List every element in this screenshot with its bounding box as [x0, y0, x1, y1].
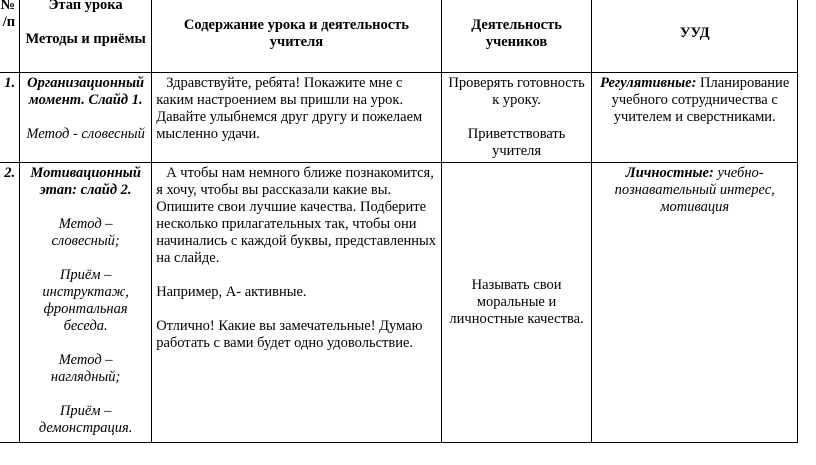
header-stage-cell — [20, 0, 152, 73]
method-text: Приём – инструктаж, фронтальная беседа. — [42, 267, 129, 334]
header-stage-sub: Методы и приёмы — [25, 31, 146, 47]
students-cell — [441, 163, 592, 443]
table-row — [0, 73, 798, 163]
stage-title: Организационный момент. Слайд 1. — [27, 75, 145, 108]
uud-label: Регулятивные: — [600, 75, 697, 91]
students-text: Называть свои моральные и личностные качества. — [449, 277, 584, 327]
method-text: Метод - словесный — [26, 126, 145, 142]
table-header-row — [0, 0, 798, 73]
uud-label: Личностные: — [625, 165, 714, 181]
header-num-cell: № /п — [0, 0, 20, 73]
method-text: Метод – словесный; — [51, 216, 120, 249]
row-number: 2. — [0, 163, 20, 443]
uud-cell — [592, 73, 798, 163]
uud-cell — [592, 163, 798, 443]
stage-cell — [20, 73, 152, 163]
table-row — [0, 163, 798, 443]
content-text: Здравствуйте, ребята! Покажите мне с каким настроением вы пришли на урок. Давайте улыбнемся друг другу и пожелаем мысленно удачи. — [156, 75, 423, 142]
row-number: 1. — [0, 73, 20, 163]
uud-text: Планирование учебного сотрудничества с учителем и сверстниками. — [611, 75, 790, 125]
method-text: Метод – наглядный; — [50, 352, 121, 385]
content-text: А чтобы нам немного ближе познакомится, я хочу, чтобы вы рассказали какие вы. Опишите свои лучшие качества. Подберите несколько прилагательных так, чтобы они начинались с каждой буквы, представленных на слайде. — [156, 165, 437, 266]
content-cell — [152, 163, 442, 443]
method-text: Приём – демонстрация. — [38, 403, 133, 436]
header-uud-cell: УУД — [592, 0, 798, 73]
students-text: Приветствовать учителя — [467, 126, 566, 159]
header-students-cell: Деятельность учеников — [441, 0, 592, 73]
header-stage-title: Этап урока — [48, 0, 123, 13]
stage-cell — [20, 163, 152, 443]
students-cell — [441, 73, 592, 163]
content-cell — [152, 73, 442, 163]
stage-title: Мотивационный этап: слайд 2. — [30, 165, 141, 198]
content-text: Например, А- активные. — [156, 284, 307, 300]
content-text: Отлично! Какие вы замечательные! Думаю работать с вами будет одно удовольствие. — [156, 318, 423, 351]
uud-text: учебно-познавательный интерес, мотивация — [614, 165, 775, 215]
students-text: Проверять готовность к уроку. — [448, 75, 585, 108]
header-content-cell: Содержание урока и деятельность учителя — [152, 0, 442, 73]
